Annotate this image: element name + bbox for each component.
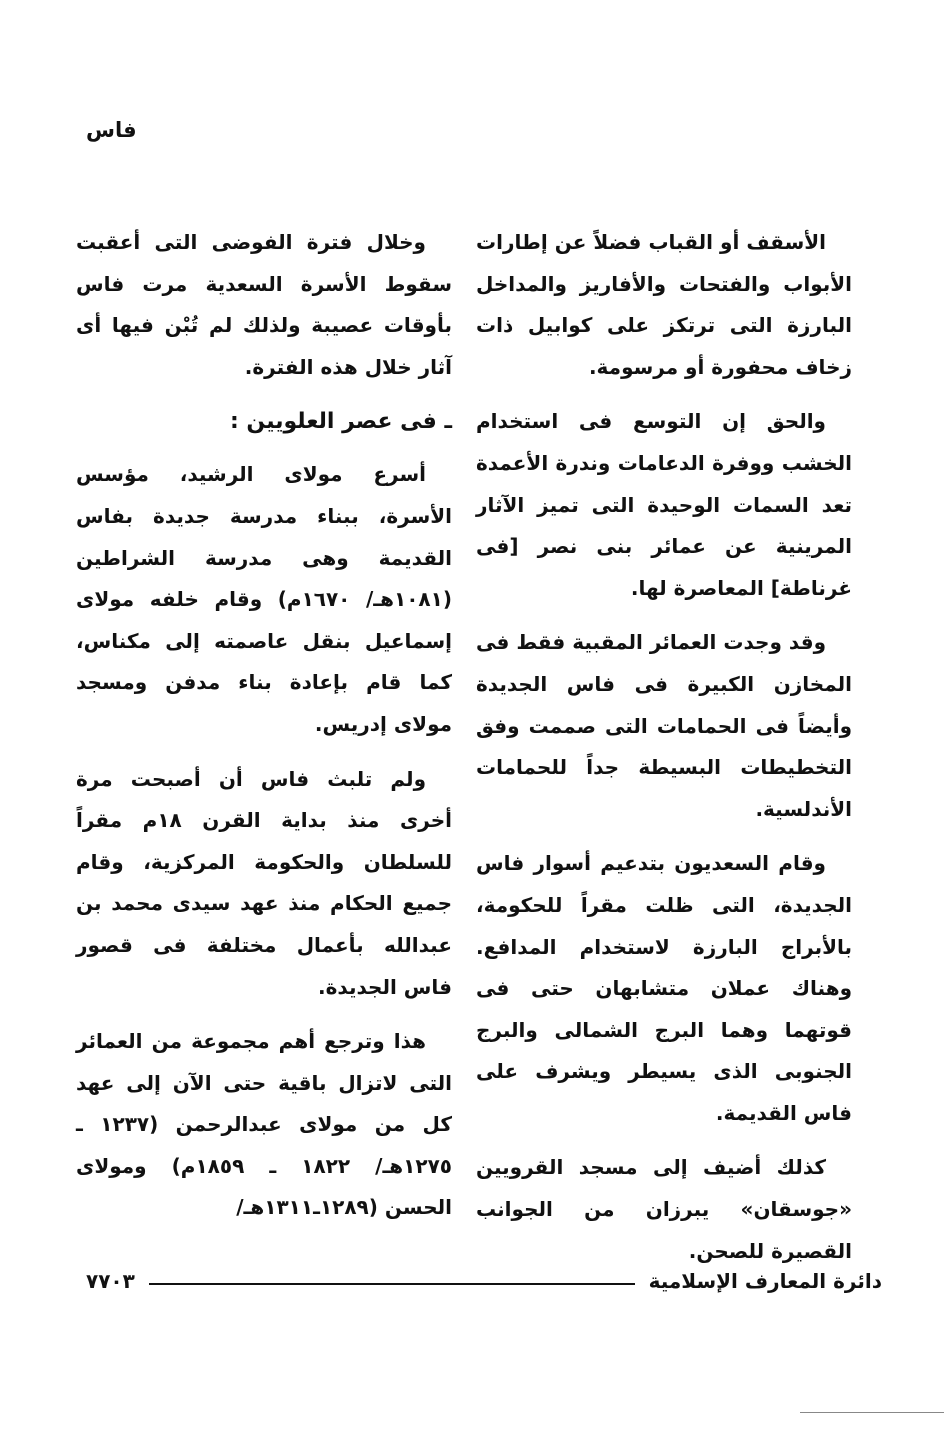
page-footer — [86, 1266, 882, 1296]
paragraph: هذا وترجع أهم مجموعة من العمائر التى لاتزال باقية حتى الآن إلى عهد كل من مولاى عبدالرحمن (١٢٣٧ ـ ١٢٧٥هـ/ ١٨٢٢ ـ ١٨٥٩م) ومولاى الحسن (١٢٨٩ـ١٣١١هـ/ — [76, 1029, 452, 1220]
paragraph: كذلك أضيف إلى مسجد القرويين «جوسقان» يبرزان من الجوانب القصيرة للصحن. — [476, 1155, 852, 1263]
left-column — [76, 222, 452, 1242]
paragraph: وقد وجدت العمائر المقبية فقط فى المخازن الكبيرة فى فاس الجديدة وأيضاً فى الحمامات التى صممت وفق التخطيطات البسيطة جداً للحمامات الأندلسية. — [476, 630, 852, 821]
section-heading: ـ فى عصر العلويين : — [229, 409, 452, 435]
bottom-edge-rule — [800, 1412, 944, 1413]
paragraph: أسرع مولاى الرشيد، مؤسس الأسرة، ببناء مدرسة جديدة بفاس القديمة وهى مدرسة الشراطين (١٠٨١هـ/ ١٦٧٠م) وقام خلفه مولاى إسماعيل بنقل عاصمته إلى مكناس، كما قام بإعادة بناء مدفن ومسجد مولاى إدريس. — [76, 462, 452, 736]
paragraph: ولم تلبث فاس أن أصبحت مرة أخرى منذ بداية القرن ١٨م مقراً للسلطان والحكومة المركزية، وقام جميع الحكام منذ عهد سيدى محمد بن عبدالله بأعمال مختلفة فى قصور فاس الجديدة. — [76, 766, 452, 999]
paragraph: والحق إن التوسع فى استخدام الخشب ووفرة الدعامات وندرة الأعمدة تعد السمات الوحيدة التى تميز الآثار المرينية عن عمائر بنى نصر [فى غرناطة] المعاصرة لها. — [476, 409, 852, 600]
running-title: فاس — [86, 118, 137, 142]
paragraph: الأسقف أو القباب فضلاً عن إطارات الأبواب والفتحات والأفاريز والمداخل البارزة التى ترتكز على كوابيل ذات زخاف محفورة أو مرسومة. — [476, 230, 852, 379]
paragraph: وقام السعديون بتدعيم أسوار فاس الجديدة، التى ظلت مقراً للحكومة، بالأبراج البارزة لاستخدام المدافع. وهناك عملان متشابهان حتى فى قوتهما وهما البرج الشمالى والبرج الجنوبى الذى يسيطر ويشرف على فاس القديمة. — [476, 851, 852, 1125]
publication-title: دائرة المعارف الإسلامية — [648, 1269, 882, 1293]
paragraph: وخلال فترة الفوضى التى أعقبت سقوط الأسرة السعدية مرت فاس بأوقات عصيبة ولذلك لم تُبْن فيها أى آثار خلال هذه الفترة. — [76, 230, 452, 379]
right-column — [476, 222, 852, 1285]
page-number: ٧٧٠٣ — [86, 1269, 135, 1293]
footer-rule — [149, 1283, 635, 1285]
